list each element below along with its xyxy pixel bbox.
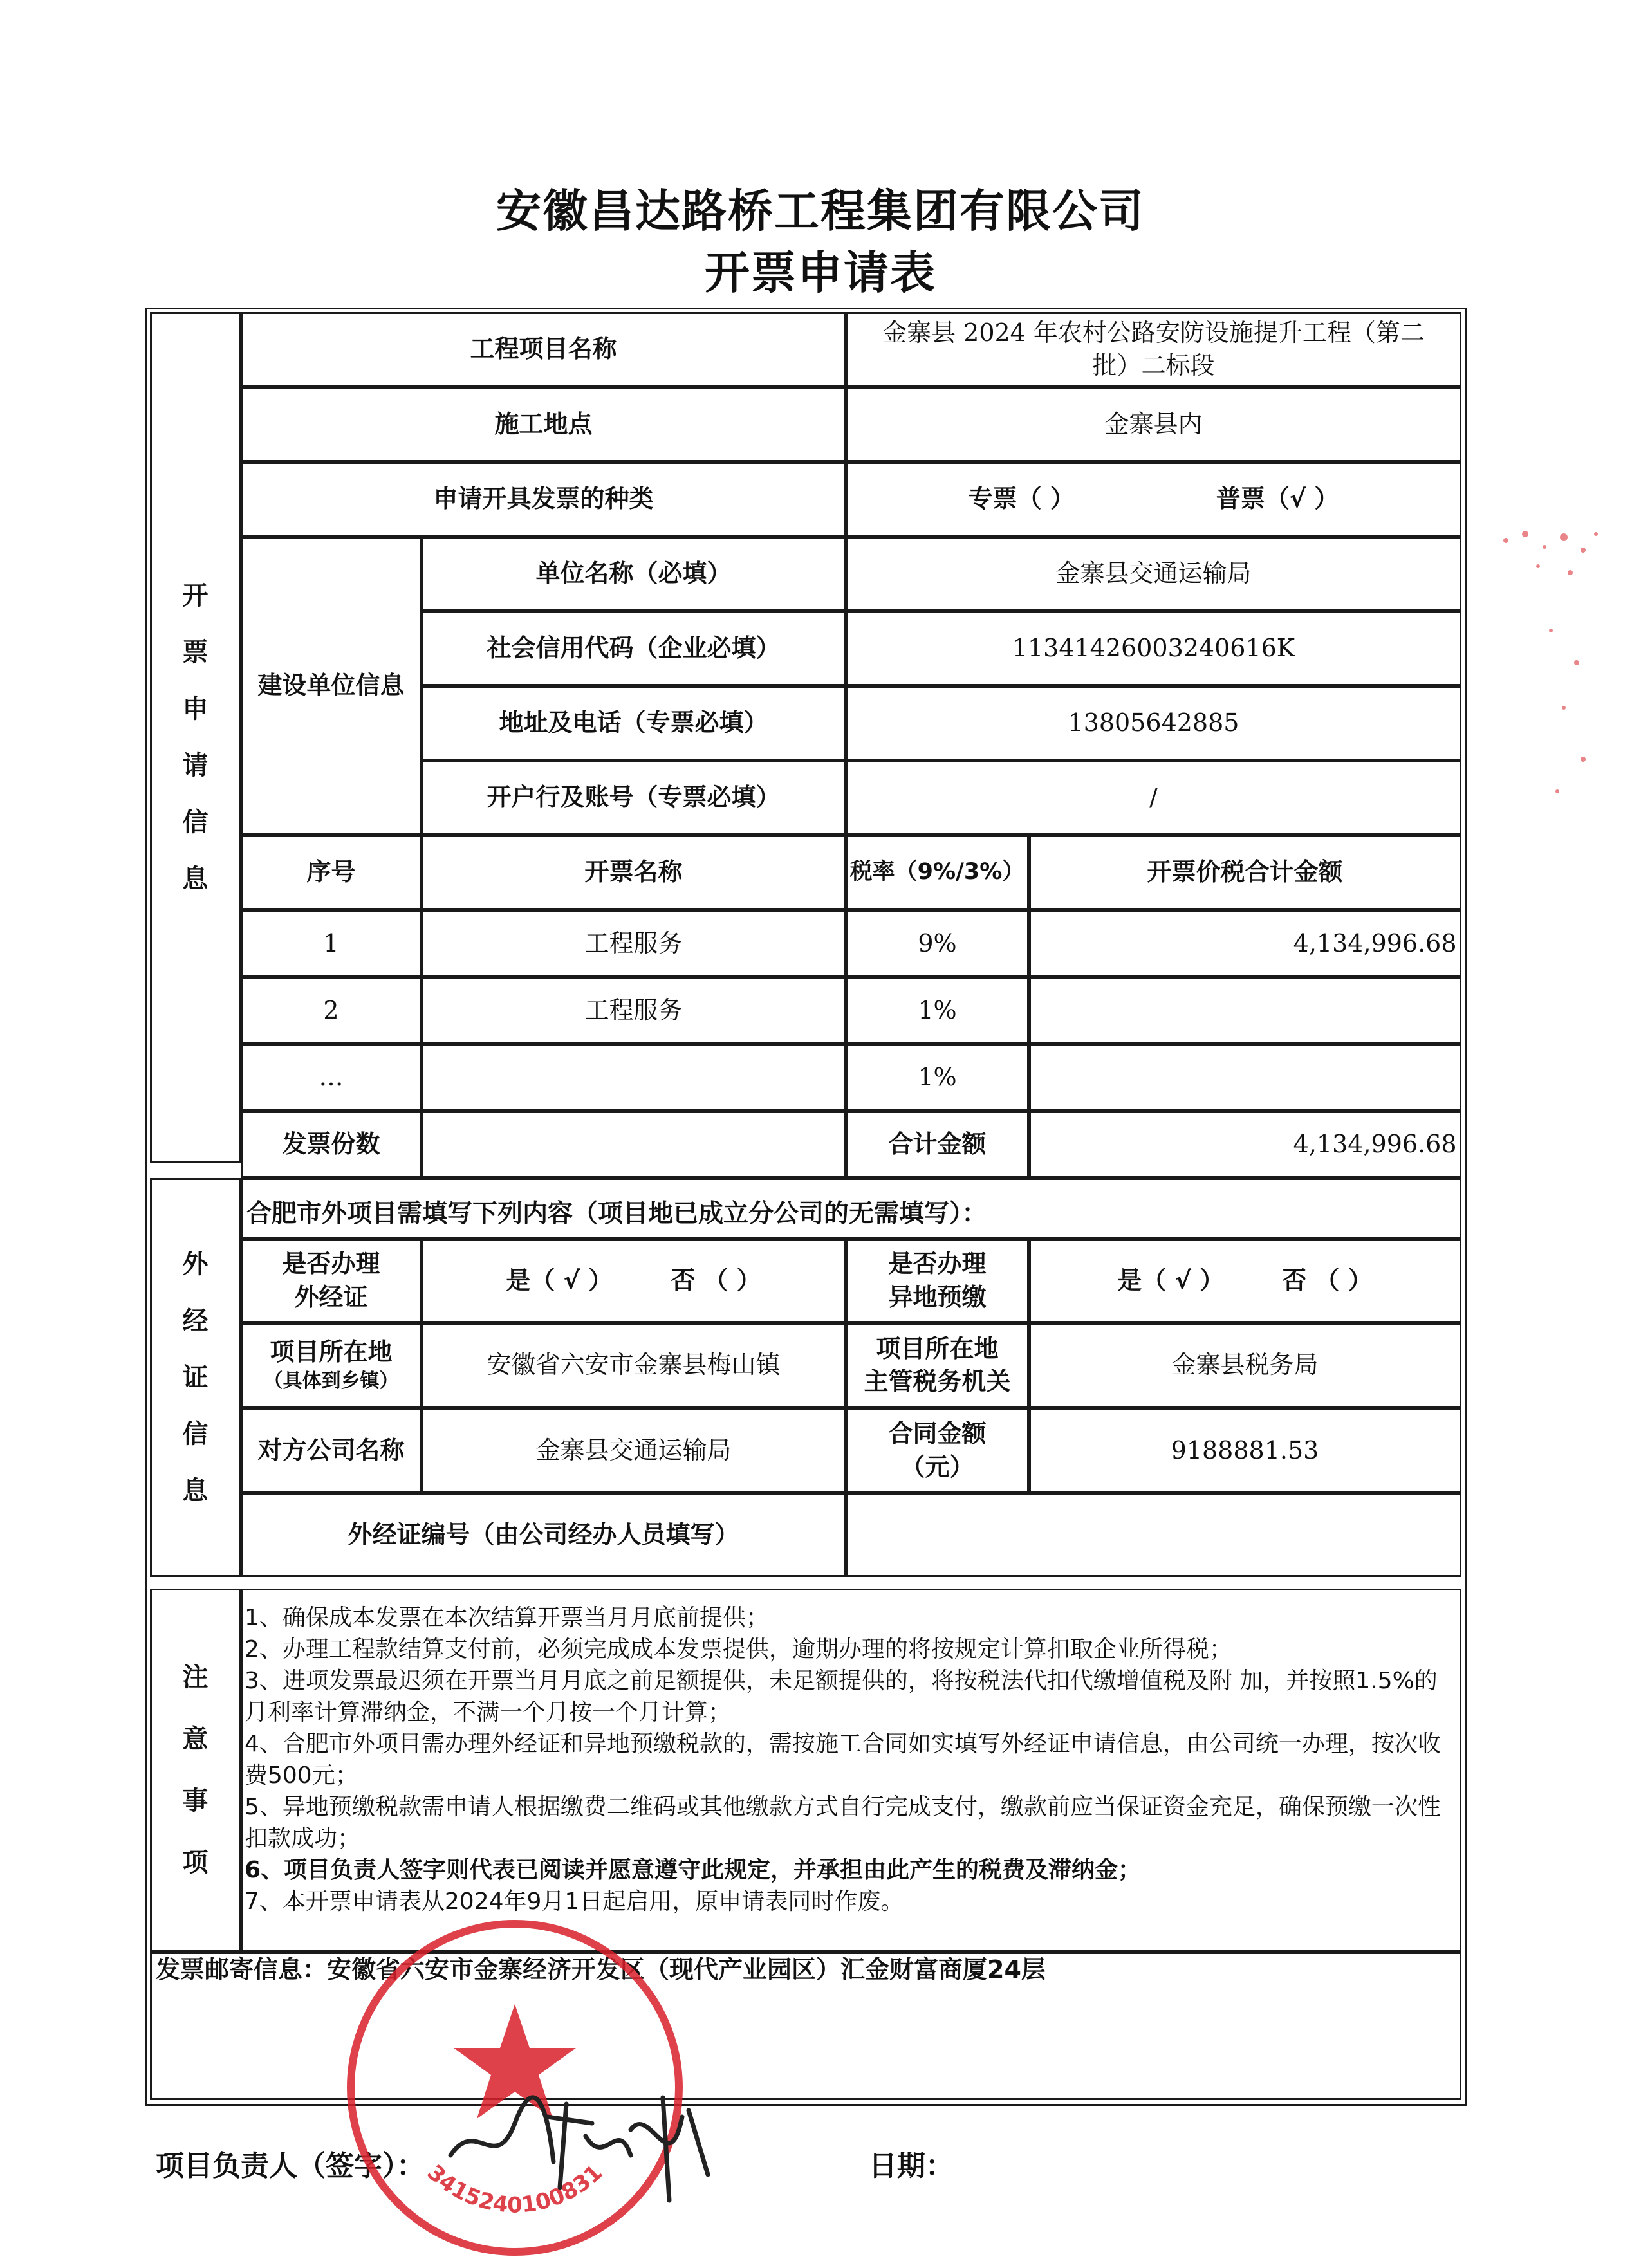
outer-frame <box>145 308 1467 2106</box>
print-noise-marks <box>1467 515 1622 811</box>
project-name-label: 工程项目名称 <box>241 312 846 387</box>
copies-label: 发票份数 <box>241 1111 422 1178</box>
credit-code-value: 11341426003240616K <box>846 611 1461 686</box>
bank-label: 开户行及账号（专票必填） <box>422 761 846 835</box>
table-row-2-no: 2 <box>241 977 422 1044</box>
col-name-header: 开票名称 <box>422 835 846 910</box>
wjz-no-option: 否 （ ） <box>671 1266 761 1295</box>
contract-amount-label: 合同金额 （元） <box>846 1408 1029 1493</box>
note-1: 1、确保成本发票在本次结算开票当月月底前提供； <box>245 1605 769 1631</box>
table-row-1-no: 1 <box>241 910 422 977</box>
company-title: 安徽昌达路桥工程集团有限公司 <box>496 185 1145 237</box>
note-5: 5、异地预缴税款需申请人根据缴费二维码或其他缴款方式自行完成支付，缴款前应当保证资金充足，确保预缴一次性扣款成功； <box>245 1794 1441 1852</box>
section-b-side-label: 外 经 证 信 息 <box>150 1178 241 1577</box>
table-row-3-rate: 1% <box>846 1044 1029 1111</box>
table-row-1-rate: 9% <box>846 910 1029 977</box>
cert-no-label: 外经证编号（由公司经办人员填写） <box>241 1493 846 1577</box>
project-name-value: 金寨县 2024 年农村公路安防设施提升工程（第二 批）二标段 <box>846 312 1461 387</box>
prepay-yes-option: 是（ √ ） <box>1117 1266 1225 1295</box>
table-row-2-rate: 1% <box>846 977 1029 1044</box>
builder-info-label: 建设单位信息 <box>241 537 422 835</box>
note-3: 3、进项发票最迟须在开票当月月底之前足额提供，未足额提供的，将按税法代扣代缴增值税及附 加，并按照1.5%的月利率计算滞纳金，不满一个月按一个月计算； <box>245 1668 1438 1726</box>
total-value: 4,134,996.68 <box>1029 1111 1461 1178</box>
section-b-header: 合肥市外项目需填写下列内容（项目地已成立分公司的无需填写）： <box>246 1199 987 1228</box>
table-row-1-amount: 4,134,996.68 <box>1029 910 1461 977</box>
col-amount-header: 开票价税合计金额 <box>1029 835 1461 910</box>
note-6: 6、项目负责人签字则代表已阅读并愿意遵守此规定，并承担由此产生的税费及滞纳金； <box>245 1857 1142 1883</box>
col-rate-header: 税率（9%/3%） <box>846 835 1029 910</box>
invoice-type-label: 申请开具发票的种类 <box>241 462 846 537</box>
prepay-no-option: 否 （ ） <box>1282 1266 1373 1295</box>
seal-number: 3415240100831 <box>422 2159 608 2218</box>
table-row-1-name: 工程服务 <box>422 910 846 977</box>
col-no-header: 序号 <box>241 835 422 910</box>
section-c-side-label: 注 意 事 项 <box>150 1589 241 1952</box>
prepay-label: 是否办理 异地预缴 <box>846 1239 1029 1323</box>
mailing-info: 发票邮寄信息：安徽省六安市金寨经济开发区（现代产业园区）汇金财富商厦24层 <box>156 1955 1046 1984</box>
address-label: 地址及电话（专票必填） <box>422 686 846 761</box>
unit-name-value: 金寨县交通运输局 <box>846 537 1461 611</box>
unit-name-label: 单位名称（必填） <box>422 537 846 611</box>
counterparty-label: 对方公司名称 <box>241 1408 422 1493</box>
location-value: 安徽省六安市金寨县梅山镇 <box>422 1323 846 1408</box>
table-row-3-no: … <box>241 1044 422 1111</box>
invoice-general-option: 普票（√ ） <box>1216 484 1339 513</box>
site-value: 金寨县内 <box>846 387 1461 462</box>
wjz-yes-option: 是（ √ ） <box>506 1266 613 1295</box>
date-label: 日期： <box>869 2150 954 2182</box>
wjz-label: 是否办理 外经证 <box>241 1239 422 1323</box>
tax-office-label: 项目所在地 主管税务机关 <box>846 1323 1029 1408</box>
tax-office-value: 金寨县税务局 <box>1029 1323 1461 1408</box>
table-row-2-name: 工程服务 <box>422 977 846 1044</box>
bank-value: / <box>846 761 1461 835</box>
signer-label: 项目负责人（签字）： <box>156 2150 425 2182</box>
section-a-side-label: 开 票 申 请 信 息 <box>150 312 241 1163</box>
contract-amount-value: 9188881.53 <box>1029 1408 1461 1493</box>
location-label: 项目所在地 （具体到乡镇） <box>241 1323 422 1408</box>
note-4: 4、合肥市外项目需办理外经证和异地预缴税款的，需按施工合同如实填写外经证申请信息，由公司统一办理，按次收费500元； <box>245 1731 1441 1789</box>
counterparty-value: 金寨县交通运输局 <box>422 1408 846 1493</box>
note-7: 7、本开票申请表从2024年9月1日起启用，原申请表同时作废。 <box>245 1888 904 1915</box>
address-value: 13805642885 <box>846 686 1461 761</box>
form-title: 开票申请表 <box>705 246 936 299</box>
total-label: 合计金额 <box>846 1111 1029 1178</box>
credit-code-label: 社会信用代码（企业必填） <box>422 611 846 686</box>
note-2: 2、办理工程款结算支付前，必须完成成本发票提供，逾期办理的将按规定计算扣取企业所得税； <box>245 1636 1232 1663</box>
site-label: 施工地点 <box>241 387 846 462</box>
invoice-special-option: 专票（ ） <box>968 484 1075 513</box>
